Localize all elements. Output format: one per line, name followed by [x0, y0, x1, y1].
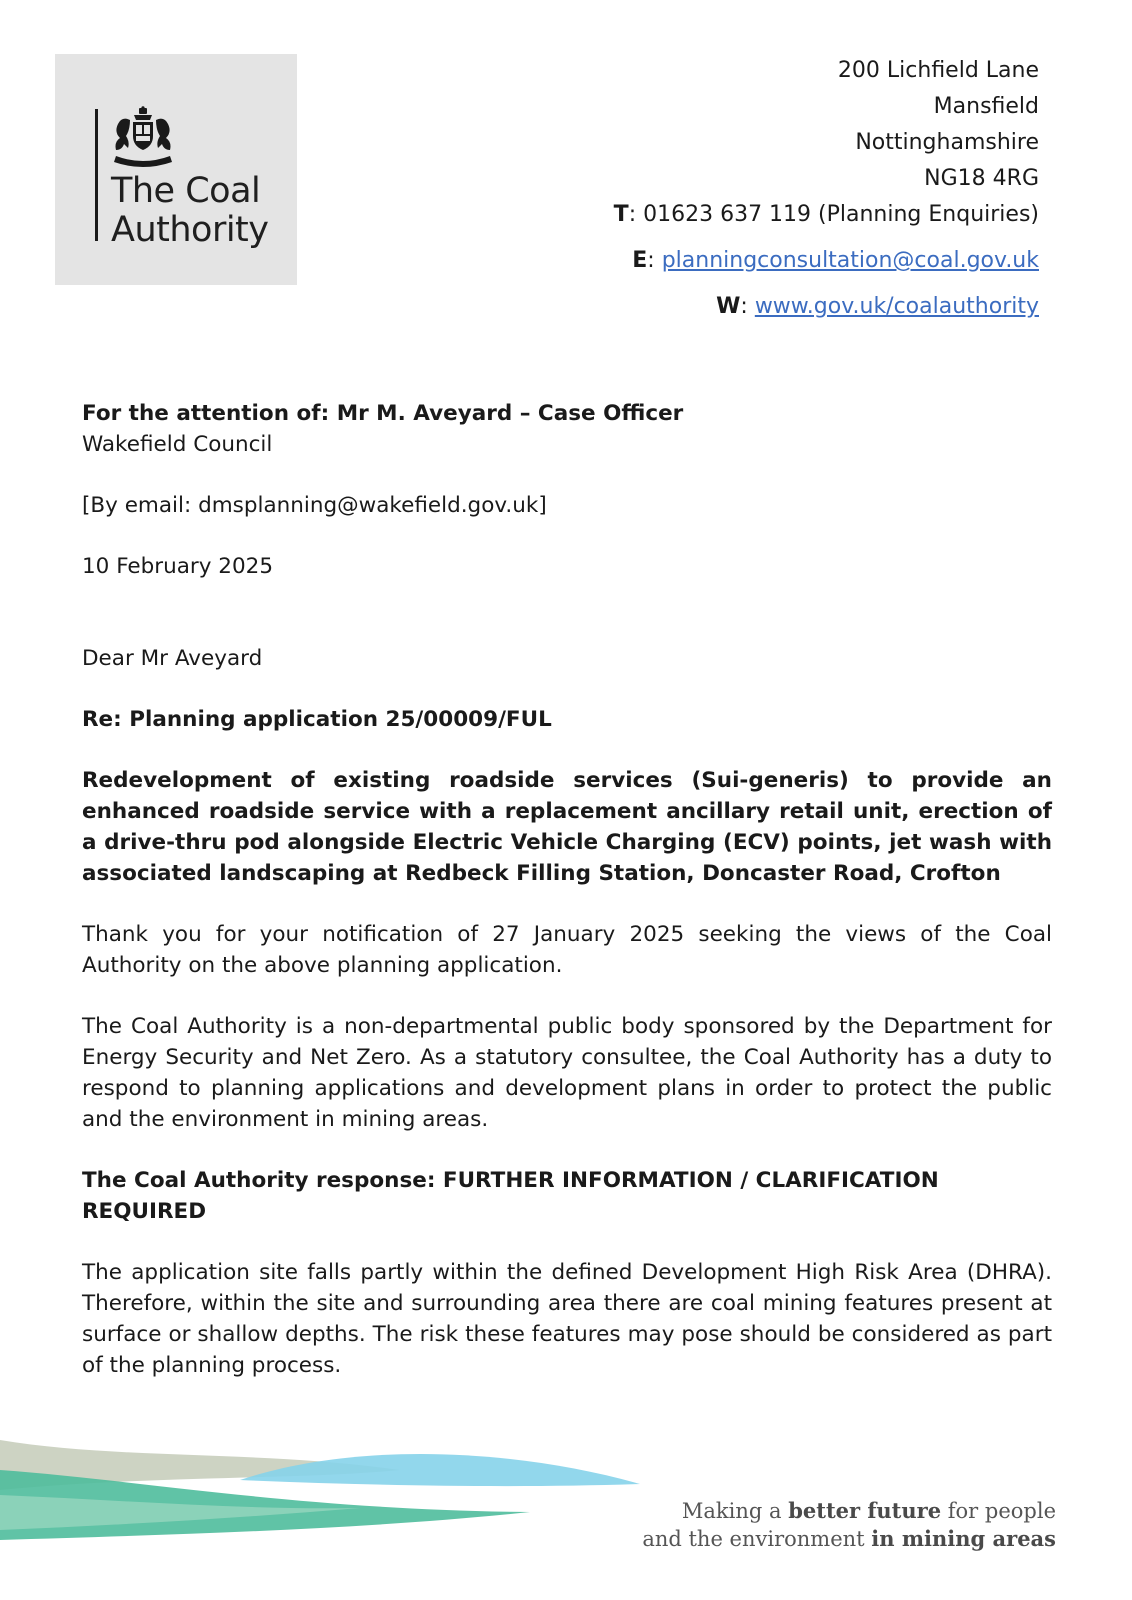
paragraph-about-coal-authority: The Coal Authority is a non-departmental public body sponsored by the Department for Energy Security and Net Zero. As a statutory consultee, the Coal Authority has a duty to respond to planning applications and development plans in order to protect the public and the environment in mining areas. [82, 1014, 1052, 1132]
tagline-line-2 [642, 1525, 1056, 1553]
address-line-3: Nottinghamshire [855, 130, 1039, 155]
email-label: E [632, 248, 648, 273]
by-email-line: [By email: dmsplanning@wakefield.gov.uk] [82, 493, 547, 518]
tagline-text-2b: in mining areas [871, 1526, 1056, 1551]
proposal-description: Redevelopment of existing roadside services (Sui-generis) to provide an enhanced roadside service with a replacement ancillary retail unit, erection of a drive-thru pod alongside Electric Vehicle Charging (ECV) points, jet wash with associated landscaping at Redbeck Filling Station, Doncaster Road, Crofton [82, 768, 1052, 886]
sender-address-block [614, 53, 1039, 325]
telephone-line: T: 01623 637 119 (Planning Enquiries) [613, 202, 1039, 227]
logo-line-1: The Coal [111, 171, 261, 211]
response-heading: The Coal Authority response: FURTHER INFORMATION / CLARIFICATION REQUIRED [82, 1168, 939, 1224]
website-label: W [716, 294, 741, 319]
attention-line: For the attention of: Mr M. Aveyard – Case Officer [82, 401, 684, 426]
address-line-2: Mansfield [933, 94, 1039, 119]
salutation: Dear Mr Aveyard [82, 646, 263, 671]
paragraph-notification: Thank you for your notification of 27 January 2025 seeking the views of the Coal Authority on the above planning application. [82, 922, 1052, 978]
council-name: Wakefield Council [82, 432, 273, 457]
tagline-line-1 [642, 1497, 1056, 1525]
royal-crest-icon [108, 106, 178, 168]
email-line: E: planningconsultation@coal.gov.uk [632, 248, 1039, 273]
telephone-label: T [613, 202, 629, 227]
email-link[interactable]: planningconsultation@coal.gov.uk [661, 248, 1039, 273]
logo-line-2: Authority [111, 210, 269, 250]
website-link[interactable]: www.gov.uk/coalauthority [754, 294, 1039, 319]
tagline-text-1c: for people [941, 1499, 1056, 1523]
telephone-value: 01623 637 119 (Planning Enquiries) [643, 202, 1039, 227]
footer-tagline [642, 1497, 1056, 1553]
re-heading: Re: Planning application 25/00009/FUL [82, 707, 552, 732]
paragraph-dhra: The application site falls partly within the defined Development High Risk Area (DHRA). Therefore, within the site and surrounding area there are coal mining features present at surface or shallow depths. The risk these features may pose should be considered as part of the planning process. [82, 1260, 1052, 1378]
wave-blue [240, 1454, 640, 1486]
tagline-text-2a: and the environment [642, 1527, 872, 1551]
logo-wordmark [111, 172, 269, 250]
website-line: W: www.gov.uk/coalauthority [716, 294, 1039, 319]
footer-wave-decoration [0, 1440, 660, 1570]
letter-date: 10 February 2025 [82, 554, 274, 579]
address-line-1: 200 Lichfield Lane [837, 58, 1039, 83]
address-line-4: NG18 4RG [924, 166, 1039, 191]
tagline-text-1b: better future [788, 1498, 942, 1523]
logo-divider-bar [95, 109, 98, 241]
tagline-text-1a: Making a [681, 1499, 789, 1523]
letter-body [82, 398, 1052, 1381]
coal-authority-logo [55, 54, 297, 285]
